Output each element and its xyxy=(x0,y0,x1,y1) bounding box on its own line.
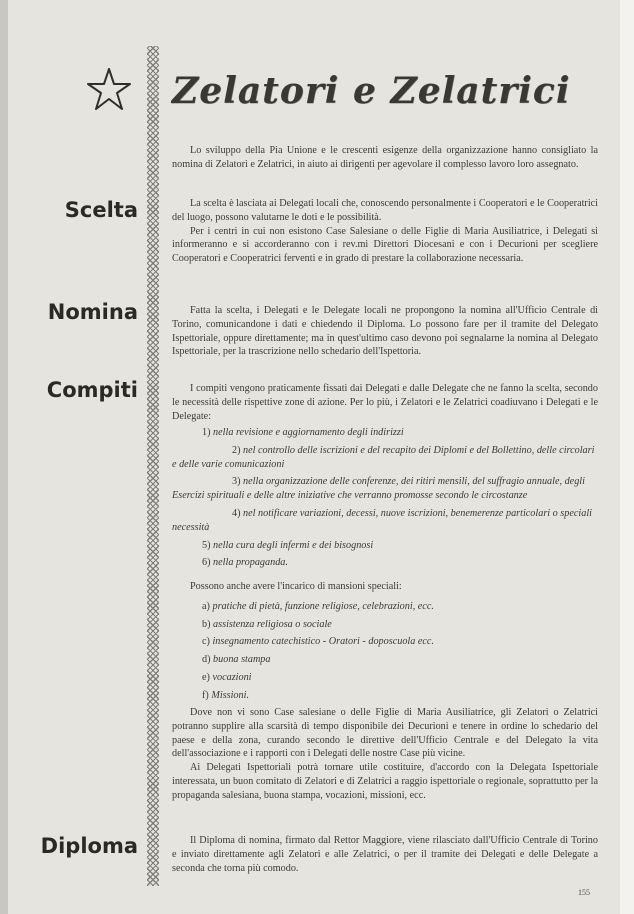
compiti-paragraph: I compiti vengono praticamente fissati dai Delegati e dalle Delegate che ne fanno la scelta, secondo le necessità delle rispettive zone di azione. Per lo più, i Zelatori e le Zelatrici coadiuvano i Delegati e le Delegate: xyxy=(172,383,598,422)
heading-compiti: Compiti xyxy=(46,378,138,402)
list-item: d) buona stampa xyxy=(202,654,271,666)
dove-non-paragraph: Dove non vi sono Case salesiane o delle Figlie di Maria Ausiliatrice, gli Zelatori o Zelatrici potranno supplire alla scarsità di tempo disponibile dei Decurioni e tenere in ordine lo schedario del paese e della zona, curando secondo le direttive dell'Ufficio Centrale e del Delegato la vita dell'associazione e i rapporti con i Delegati delle nostre Case più vicine. xyxy=(172,707,598,760)
dove-non-paragraph: Ai Delegati Ispettoriali potrà tornare utile costituire, d'accordo con la Delegata Ispettoriale interessata, un buon comitato di Zelatori e di Zelatrici a raggio ispettoriale o regionale, soprattutto per la propaganda salesiana, buona stampa, vocazioni, missioni, ecc. xyxy=(172,762,598,801)
nomina-paragraph: Fatta la scelta, i Delegati e le Delegate locali ne propongono la nomina all'Ufficio Centrale di Torino, comunicandone i dati e chiedendo il Diploma. Lo possono fare per il tramite del Delegato Ispettoriale, oppure direttamente; ma in quest'ultimo caso devono poi segnalarne la nomina al Delegato Ispettoriale, per la trascrizione nello schedario dell'Ispettoria. xyxy=(172,305,598,358)
intro-text: Lo sviluppo della Pia Unione e le crescenti esigenze della organizzazione hanno consigliato la nomina di Zelatori e Zelatrici, in aiuto ai dirigenti per agevolare il complesso lavoro loro assegnato. xyxy=(172,145,598,170)
list-item: 3) nella organizzazione delle conferenze, dei ritiri mensili, del suffragio annuale, degli Esercizi spirituali e delle altre iniziative che verranno promosse secondo le circostanze xyxy=(172,476,585,502)
page-title: Zelatori e Zelatrici xyxy=(172,70,571,112)
list-item: c) insegnamento catechistico - Oratori - doposcuola ecc. xyxy=(202,636,434,648)
list-item: e) vocazioni xyxy=(202,671,252,683)
page-edge xyxy=(620,0,634,914)
mansioni-section xyxy=(172,580,598,703)
dove-non-section xyxy=(172,706,598,803)
heading-nomina: Nomina xyxy=(47,300,138,324)
heading-scelta: Scelta xyxy=(64,198,138,222)
list-item: b) assistenza religiosa o sociale xyxy=(202,618,332,630)
star-outline-icon xyxy=(86,66,132,112)
nomina-section xyxy=(172,304,598,359)
list-item: f) Missioni. xyxy=(202,689,249,701)
list-item: 2) nel controllo delle iscrizioni e del recapito dei Diplomi e del Bollettino, delle circolari e delle varie comunicazioni xyxy=(172,444,595,470)
diploma-paragraph: Il Diploma di nomina, firmato dal Rettor Maggiore, viene rilasciato dall'Ufficio Centrale di Torino e inviato direttamente agli Zelatori e alle Zelatrici, o per il tramite dei Delegati e delle Delegate a seconda che torna più comodo. xyxy=(172,835,598,874)
compiti-list xyxy=(172,426,598,570)
list-item: a) pratiche di pietà, funzione religiose, celebrazioni, ecc. xyxy=(202,600,434,612)
list-item: 6) nella propaganda. xyxy=(202,557,288,569)
list-item: 1) nella revisione e aggiornamento degli indirizzi xyxy=(202,427,404,438)
diploma-section xyxy=(172,834,598,875)
heading-diploma: Diploma xyxy=(40,834,138,858)
mansioni-intro: Possono anche avere l'incarico di mansioni speciali: xyxy=(190,581,402,592)
scelta-paragraph: Per i centri in cui non esistono Case Salesiane o delle Figlie di Maria Ausiliatrice, i Delegati si informeranno e si accorderanno con i rev.mi Direttori Diocesani e con i Decurioni per scegliere Cooperatori e Cooperatrici ferventi e in grado di prestare la collaborazione necessaria. xyxy=(172,225,598,265)
list-item: 5) nella cura degli infermi e dei bisognosi xyxy=(202,539,374,551)
intro-paragraph xyxy=(172,144,598,172)
decorative-border xyxy=(147,46,159,886)
scelta-paragraph: La scelta è lasciata ai Delegati locali che, conoscendo personalmente i Cooperatori e le Cooperatrici del luogo, possono valutarne le doti e le possibilità. xyxy=(172,198,598,223)
scelta-section xyxy=(172,197,598,266)
compiti-intro xyxy=(172,382,598,423)
page-number: 155 xyxy=(578,888,590,897)
list-item: 4) nel notificare variazioni, decessi, nuove iscrizioni, benemerenze particolari o speciali necessità xyxy=(172,507,592,533)
